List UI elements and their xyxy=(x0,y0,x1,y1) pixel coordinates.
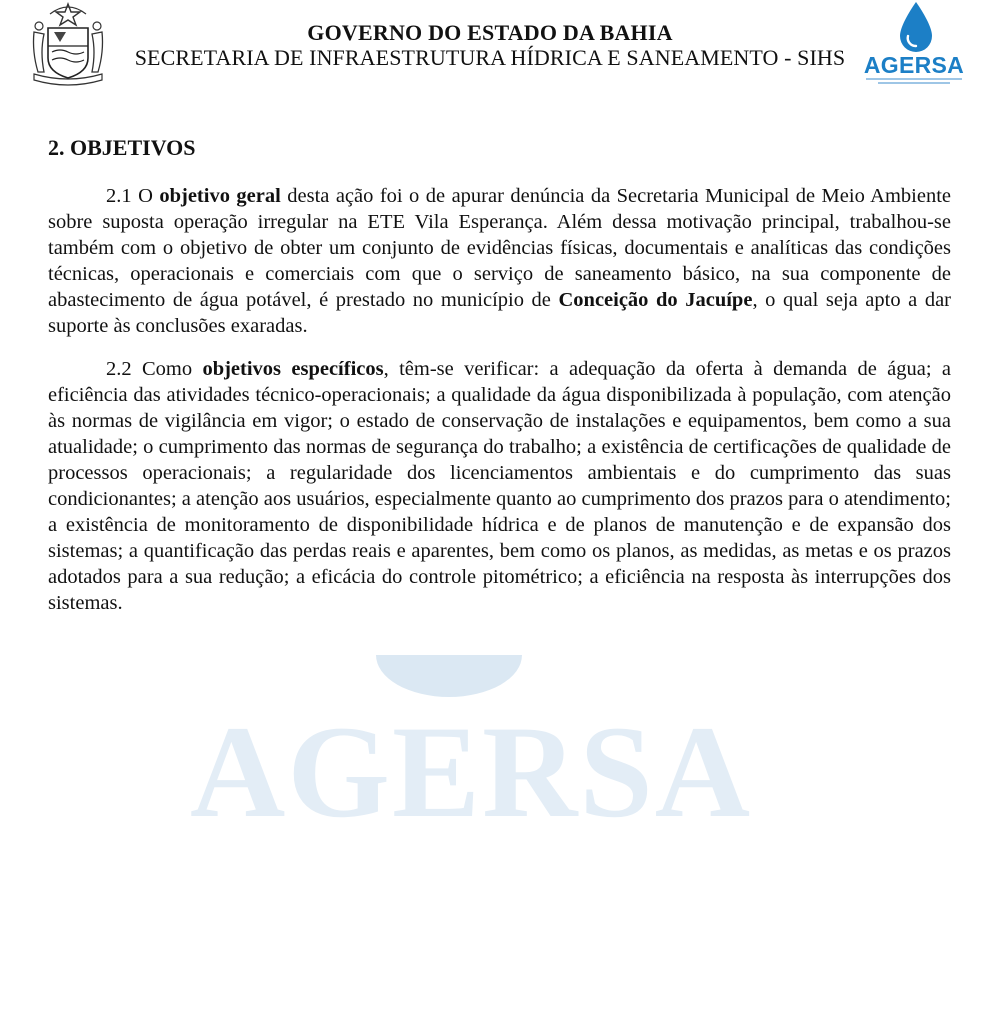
bold-term: objetivo geral xyxy=(159,185,281,207)
agersa-wordmark: AGERSA xyxy=(863,52,965,78)
paragraph-objetivo-geral: 2.1 O objetivo geral desta ação foi o de apurar denúncia da Secretaria Municipal de Meio Ambiente sobre suposta operação irregular na ETE Vila Esperança. Além dessa motivação principal, trabalhou-se também com o objetivo de obter um conjunto de evidências físicas, documentais e analíticas das condições técnicas, operacionais e comerciais com que o serviço de saneamento básico, na sua componente de abastecimento de água potável, é prestado no município de Conceição do Jacuípe, o qual seja apto a dar suporte às conclusões exaradas. xyxy=(48,185,952,337)
agersa-watermark xyxy=(190,650,753,845)
paragraph-objetivos-especificos: 2.2 Como objetivos específicos, têm-se verificar: a adequação da oferta à demanda de água; a eficiência das atividades técnico-operacionais; a qualidade da água disponibilizada à população, com atenção às normas de vigilância em vigor; o estado de conservação de instalações e equipamentos, bem como a sua atualidade; o cumprimento das normas de segurança do trabalho; a existência de certificações de qualidade de processos operacionais; a regularidade dos licenciamentos ambientais e do cumprimento das suas condicionantes; a atenção aos usuários, especialmente quanto ao cumprimento dos prazos para o atendimento; a existência de monitoramento de disponibilidade hídrica e de planos de manutenção e de expansão dos sistemas; a quantificação das perdas reais e aparentes, bem como os planos, as medidas, as metas e os prazos adotados para a sua redução; a eficácia do controle pitométrico; a eficiência na resposta às interrupções dos sistemas. xyxy=(48,358,952,614)
page-header xyxy=(0,0,1000,100)
header-text xyxy=(110,20,870,70)
agersa-tagline-icon xyxy=(866,77,962,85)
water-drop-icon xyxy=(898,2,934,54)
bold-term: objetivos específicos xyxy=(202,358,384,380)
document-body xyxy=(48,134,951,633)
government-title: GOVERNO DO ESTADO DA BAHIA xyxy=(307,20,673,45)
watermark-text: AGERSA xyxy=(190,698,753,845)
secretariat-title: SECRETARIA DE INFRAESTRUTURA HÍDRICA E SANEAMENTO - SIHS xyxy=(134,45,846,70)
bold-term: Conceição do Jacuípe xyxy=(558,289,753,311)
agersa-logo xyxy=(862,2,966,88)
bahia-coat-of-arms-icon xyxy=(28,2,108,88)
watermark-drop-icon xyxy=(376,655,522,697)
section-heading: 2. OBJETIVOS xyxy=(48,135,196,160)
